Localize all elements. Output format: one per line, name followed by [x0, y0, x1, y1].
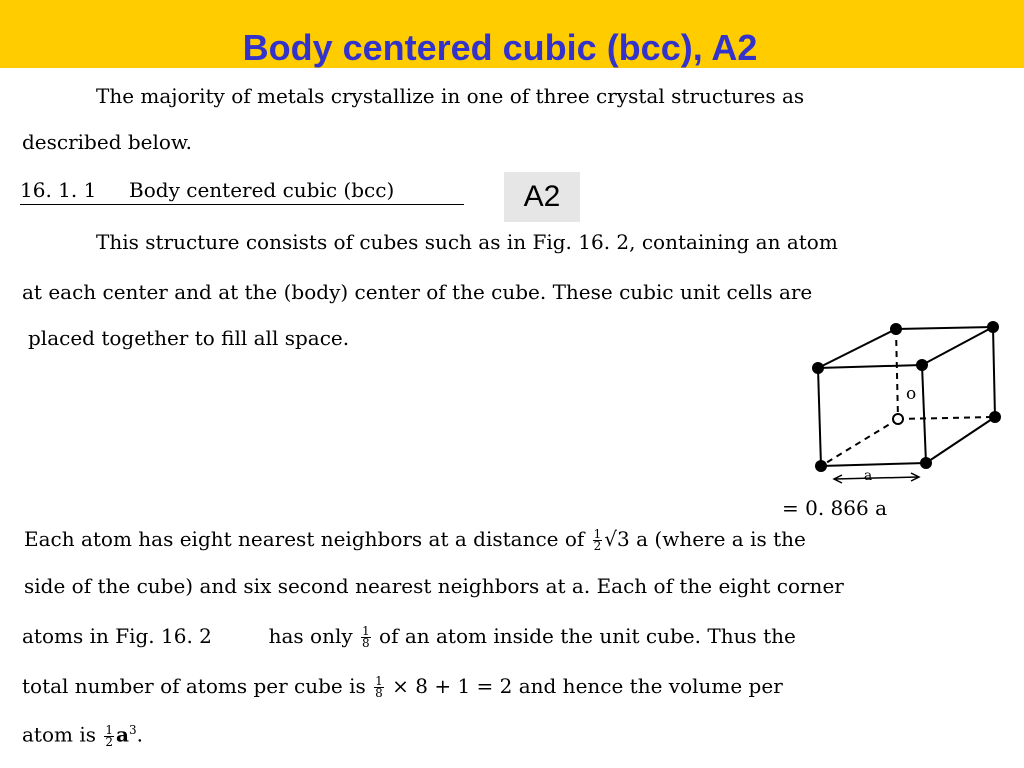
corner-atom	[890, 323, 902, 335]
slide-title: Body centered cubic (bcc), A2	[242, 27, 758, 68]
section-title: Body centered cubic (bcc)	[129, 178, 395, 202]
corner-atom	[920, 457, 932, 469]
corner-atom	[916, 359, 928, 371]
para2-line-1-end: (where a is the	[654, 527, 806, 551]
distance-equation: = 0. 866 a	[782, 496, 888, 520]
intro-line-1: The majority of metals crystallize in one of three crystal structures as	[96, 84, 805, 108]
para2-line-1-text: Each atom has eight nearest neighbors at a distance of	[24, 527, 585, 551]
para2-line-4	[22, 674, 783, 699]
intro-line-2: described below.	[22, 130, 193, 154]
para2-line-3-mid: has only	[268, 624, 353, 648]
section-underline	[20, 204, 464, 205]
section-number: 16. 1. 1	[20, 178, 97, 202]
para2-line-5	[22, 718, 143, 748]
para2-line-5-text: atom is	[22, 722, 96, 747]
edge-length-label: a	[863, 468, 873, 484]
para2-line-4-text: total number of atoms per cube is	[22, 674, 366, 698]
volume-variable: a	[115, 722, 129, 747]
fraction-eighth-2: $\frac{1}{8}$	[375, 674, 383, 700]
volume-exponent: 3	[128, 723, 137, 737]
corner-atom	[812, 362, 824, 374]
para2-line-3	[22, 624, 796, 649]
para2-line-2: side of the cube) and six second nearest neighbors at a. Each of the eight corner	[24, 574, 844, 598]
fraction-half: $\frac{1}{2}$	[593, 527, 602, 553]
structure-badge: A2	[504, 172, 580, 222]
para2-line-3-ref: atoms in Fig. 16. 2	[22, 624, 212, 648]
para2-line-1	[24, 527, 806, 552]
body-center-atom: o	[906, 384, 917, 404]
para2-line-5-end: .	[136, 722, 143, 747]
para1-line-3: placed together to fill all space.	[28, 326, 350, 350]
para2-line-4-end: × 8 + 1 = 2 and hence the volume per	[392, 674, 783, 698]
fraction-eighth: $\frac{1}{8}$	[362, 624, 370, 650]
corner-atom	[815, 460, 827, 472]
fraction-half-2: $\frac{1}{2}$	[105, 722, 113, 749]
corner-atom	[989, 411, 1001, 423]
bcc-cube-figure	[800, 315, 1010, 495]
hidden-corner-atom	[893, 414, 903, 424]
section-heading	[20, 178, 464, 202]
para1-line-2: at each center and at the (body) center of the cube. These cubic unit cells are	[22, 280, 813, 304]
para1-line-1: This structure consists of cubes such as in Fig. 16. 2, containing an atom	[96, 230, 838, 254]
sqrt-expression: √3 a	[604, 527, 649, 551]
corner-atom	[987, 321, 999, 333]
para2-line-3-end: of an atom inside the unit cube. Thus the	[379, 624, 796, 648]
